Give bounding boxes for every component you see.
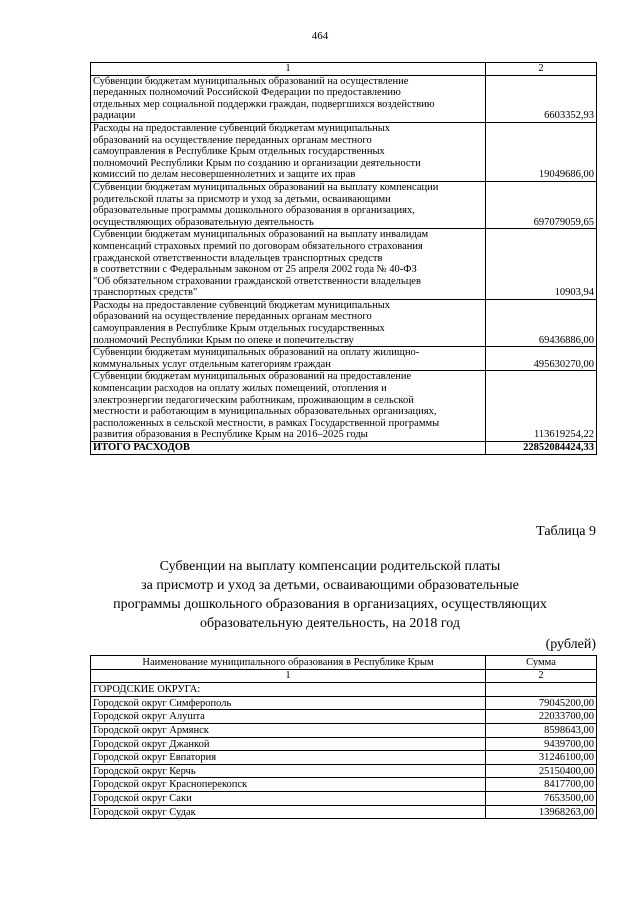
group-heading-row: [91, 683, 597, 697]
expense-amount: 69436886,00: [486, 299, 597, 346]
table-caption: Таблица 9: [536, 524, 596, 539]
expense-description: Субвенции бюджетам муниципальных образований на осуществление переданных полномочий Российской Федерации по предоставлению отдельных мер социальной поддержки граждан, подвергшихся воздействию радиации: [91, 75, 486, 122]
municipality-amount: 9439700,00: [486, 737, 597, 751]
table-row: [91, 710, 597, 724]
expense-description: Субвенции бюджетам муниципальных образований на предоставление компенсации расходов на оплату жилых помещений, отопления и электроэнергии педагогическим работникам, проживающим в сельской местности и работающим в муниципальных образовательных организациях, расположенных в сельской местности, в рамках Государственной программы развития образования в Республике Крым на 2016–2025 годы: [91, 371, 486, 442]
column-header-amount: Сумма: [486, 656, 597, 670]
municipality-name: Городской округ Алушта: [91, 710, 486, 724]
total-label: ИТОГО РАСХОДОВ: [91, 442, 486, 455]
total-row: [91, 442, 597, 455]
group-heading-amount: [486, 683, 597, 697]
municipality-name: Городской округ Армянск: [91, 723, 486, 737]
municipality-name: Городской округ Джанкой: [91, 737, 486, 751]
expense-description: Субвенции бюджетам муниципальных образований на выплату компенсации родительской платы за присмотр и уход за детьми, осваивающими образовательные программы дошкольного образования в организациях, осуществляющих образовательную деятельность: [91, 181, 486, 228]
table-row: [91, 696, 597, 710]
table-row: [91, 371, 597, 442]
table-row: [91, 181, 597, 228]
table-row: [91, 737, 597, 751]
municipality-amount: 25150400,00: [486, 764, 597, 778]
expense-amount: 495630270,00: [486, 347, 597, 371]
table-row: [91, 751, 597, 765]
page-number: 464: [311, 30, 329, 42]
table-title: Субвенции на выплату компенсации родительской платы за присмотр и уход за детьми, осваивающими образовательные программы дошкольного образования в организациях, осуществляющих образовательную деятельность, на 2018 год: [113, 559, 547, 631]
expense-description: Расходы на предоставление субвенций бюджетам муниципальных образований на осуществление переданных органам местного самоуправления в Республике Крым отдельных государственных полномочий Республики Крым по созданию и организации деятельности комиссий по делам несовершеннолетних и защите их прав: [91, 122, 486, 181]
expense-description: Субвенции бюджетам муниципальных образований на выплату инвалидам компенсаций страховых премий по договорам обязательного страхования гражданской ответственности владельцев транспортных средств в соответствии с Федеральным законом от 25 апреля 2002 года № 40-ФЗ "Об обязательном страховании гражданской ответственности владельцев транспортных средств": [91, 229, 486, 300]
table-row: [91, 122, 597, 181]
table-row: [91, 75, 597, 122]
subventions-expenses-table: [90, 62, 597, 455]
table-row: [91, 778, 597, 792]
municipality-amount: 8417700,00: [486, 778, 597, 792]
column-header-name: Наименование муниципального образования в Республике Крым: [91, 656, 486, 670]
municipality-amount: 31246100,00: [486, 751, 597, 765]
group-heading: ГОРОДСКИЕ ОКРУГА:: [91, 683, 486, 697]
table-row: [91, 299, 597, 346]
municipality-name: Городской округ Симферополь: [91, 696, 486, 710]
column-number-row: [91, 669, 597, 683]
municipality-amount: 8598643,00: [486, 723, 597, 737]
expense-amount: 113619254,22: [486, 371, 597, 442]
municipality-amount: 13968263,00: [486, 805, 597, 819]
municipality-name: Городской округ Керчь: [91, 764, 486, 778]
municipality-name: Городской округ Красноперекопск: [91, 778, 486, 792]
table-header-row: [91, 63, 597, 76]
table-header-row: [91, 656, 597, 670]
municipality-amount: 79045200,00: [486, 696, 597, 710]
table-row: [91, 805, 597, 819]
units-label: (рублей): [545, 637, 596, 652]
column-number-2: 2: [486, 669, 597, 683]
municipality-amount: 22033700,00: [486, 710, 597, 724]
column-number-2: 2: [486, 63, 597, 76]
column-number-1: 1: [91, 63, 486, 76]
total-amount: 22852084424,33: [486, 442, 597, 455]
expense-description: Расходы на предоставление субвенций бюджетам муниципальных образований на осуществление переданных органам местного самоуправления в Республике Крым отдельных государственных полномочий Республики Крым по опеке и попечительству: [91, 299, 486, 346]
municipality-amount: 7653500,00: [486, 791, 597, 805]
municipality-name: Городской округ Саки: [91, 791, 486, 805]
table-row: [91, 229, 597, 300]
expense-amount: 6603352,93: [486, 75, 597, 122]
municipal-subventions-table: [90, 655, 597, 819]
municipality-name: Городской округ Евпатория: [91, 751, 486, 765]
expense-amount: 19049686,00: [486, 122, 597, 181]
table-row: [91, 791, 597, 805]
table-row: [91, 347, 597, 371]
table-row: [91, 723, 597, 737]
expense-description: Субвенции бюджетам муниципальных образований на оплату жилищно- коммунальных услуг отдельным категориям граждан: [91, 347, 486, 371]
expense-amount: 697079059,65: [486, 181, 597, 228]
column-number-1: 1: [91, 669, 486, 683]
table-row: [91, 764, 597, 778]
municipality-name: Городской округ Судак: [91, 805, 486, 819]
expense-amount: 10903,94: [486, 229, 597, 300]
